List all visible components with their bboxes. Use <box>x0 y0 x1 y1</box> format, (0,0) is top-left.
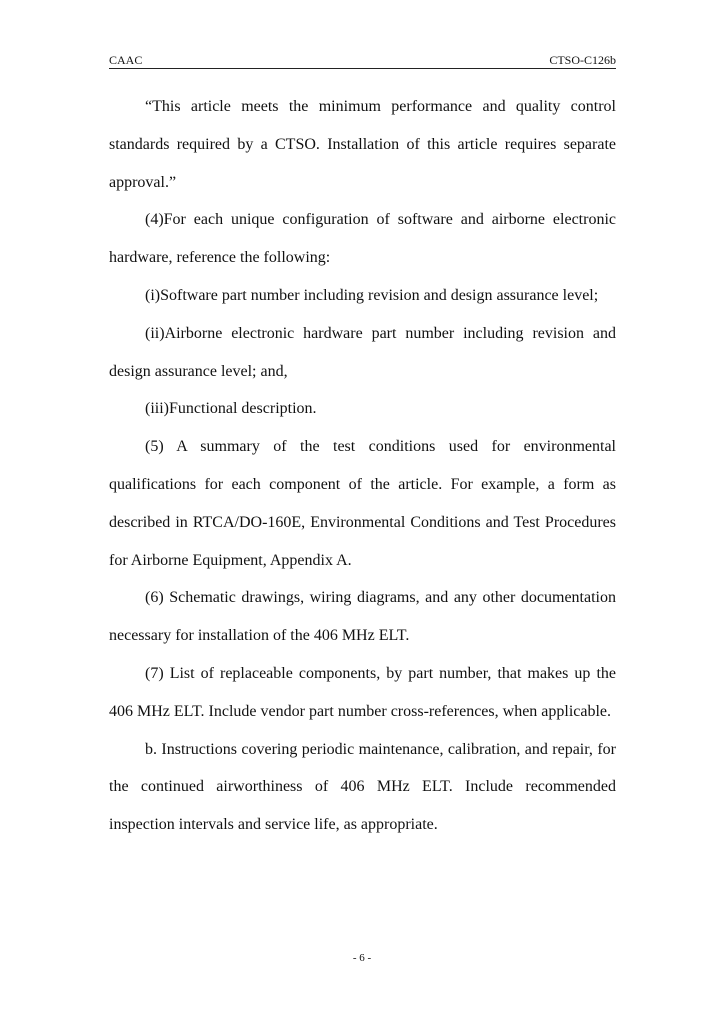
document-body <box>109 88 616 844</box>
paragraph-item-4-i: (i)Software part number including revision and design assurance level; <box>145 286 599 304</box>
header-organization: CAAC <box>109 53 143 67</box>
paragraph-statement: “This article meets the minimum performance and quality control standards required by a CTSO. Installation of this article requires separate approval.” <box>109 98 616 191</box>
paragraph-item-6: (6) Schematic drawings, wiring diagrams, and any other documentation necessary for installation of the 406 MHz ELT. <box>109 589 616 645</box>
paragraph-item-4: (4)For each unique configuration of software and airborne electronic hardware, reference the following: <box>109 211 616 267</box>
header-document-id: CTSO-C126b <box>549 53 616 67</box>
paragraph-item-b: b. Instructions covering periodic maintenance, calibration, and repair, for the continued airworthiness of 406 MHz ELT. Include recommended inspection intervals and service life, as appropriate. <box>109 740 616 834</box>
paragraph-item-7: (7) List of replaceable components, by part number, that makes up the 406 MHz ELT. Include vendor part number cross-references, when applicable. <box>109 664 616 720</box>
paragraph-item-5: (5) A summary of the test conditions used for environmental qualifications for each component of the article. For example, a form as described in RTCA/DO-160E, Environmental Conditions and Test Procedures for Airborne Equipment, Appendix A. <box>109 438 616 569</box>
paragraph-item-4-ii: (ii)Airborne electronic hardware part number including revision and design assurance level; and, <box>109 324 616 380</box>
page-footer <box>0 952 724 964</box>
page-number: - 6 - <box>352 952 372 964</box>
paragraph-item-4-iii: (iii)Functional description. <box>145 400 317 418</box>
page-header <box>109 52 616 69</box>
